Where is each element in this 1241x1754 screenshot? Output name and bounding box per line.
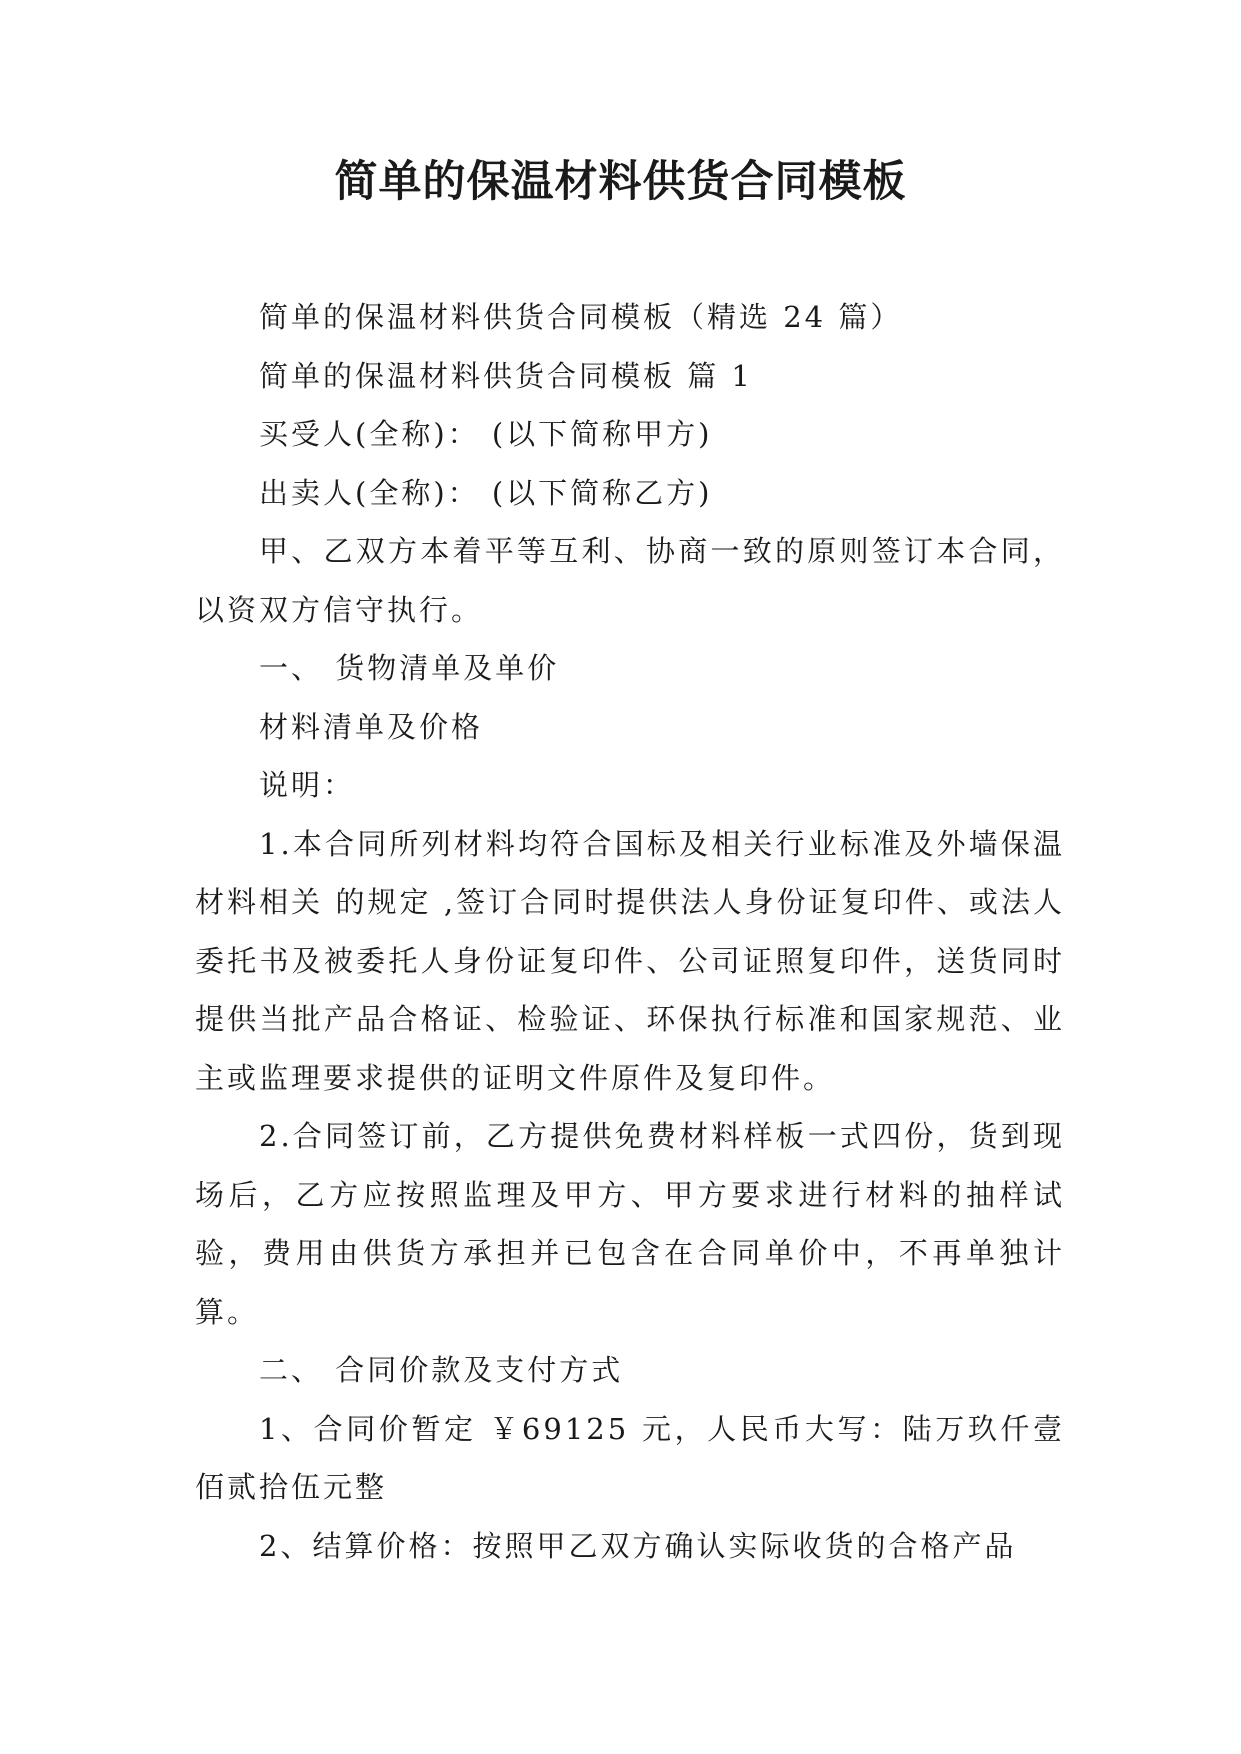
note-item-1: 1.本合同所列材料均符合国标及相关行业标准及外墙保温材料相关 的规定 ,签订合同时提供法人身份证复印件、或法人委托书及被委托人身份证复印件、公司证照复印件，送货同时提供当批产品合格证、检验证、环保执行标准和国家规范、业主或监理要求提供的证明文件原件及复印件。 <box>195 826 1065 1095</box>
article-heading: 简单的保温材料供货合同模板 篇 1 <box>259 358 753 393</box>
section-heading-payment: 二、 合同价款及支付方式 <box>259 1353 624 1387</box>
section-heading-goods: 一、 货物清单及单价 <box>259 651 560 685</box>
document-body <box>195 288 1065 1575</box>
seller-line: 出卖人(全称)： (以下简称乙方) <box>259 475 713 510</box>
document-title: 简单的保温材料供货合同模板 <box>334 157 907 207</box>
payment-item-1: 1、合同价暂定 ￥69125 元，人民币大写：陆万玖仟壹佰贰拾伍元整 <box>195 1411 1065 1504</box>
payment-item-2: 2、结算价格：按照甲乙双方确认实际收货的合格产品 <box>259 1528 1017 1563</box>
notes-label: 说明： <box>259 768 356 802</box>
intro-paragraph: 甲、乙双方本着平等互利、协商一致的原则签订本合同，以资双方信守执行。 <box>195 534 1065 627</box>
subtitle-paragraph: 简单的保温材料供货合同模板（精选 24 篇） <box>259 300 903 334</box>
buyer-line: 买受人(全称)： (以下简称甲方) <box>259 417 713 451</box>
note-item-2: 2.合同签订前，乙方提供免费材料样板一式四份，货到现场后，乙方应按照监理及甲方、甲方要求进行材料的抽样试验，费用由供货方承担并已包含在合同单价中，不再单独计算。 <box>195 1119 1065 1329</box>
material-list-label: 材料清单及价格 <box>259 709 484 744</box>
